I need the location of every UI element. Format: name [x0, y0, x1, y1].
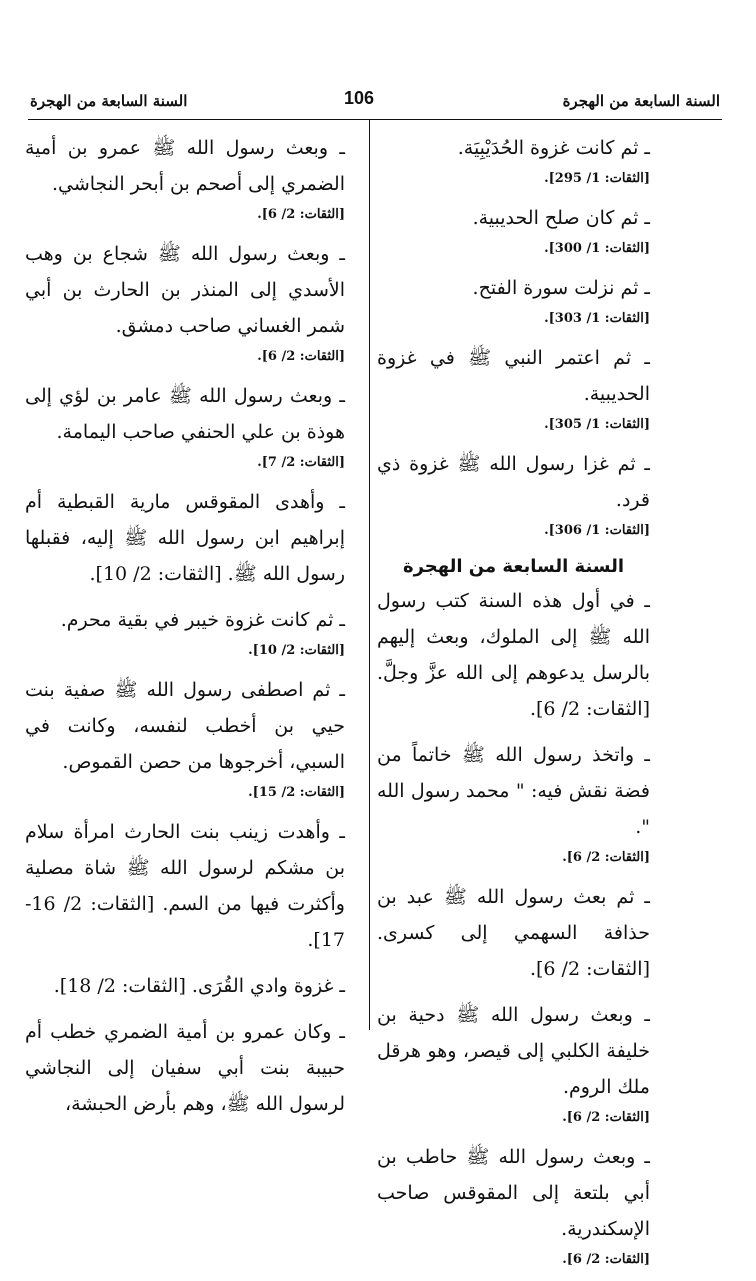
entry [377, 1139, 650, 1271]
entries-after [377, 583, 650, 1271]
entry-text: ـ ثم اصطفى رسول الله ﷺ صفية بنت حيي بن أخطب لنفسه، وكانت في السبي، أخرجوها من حصن القموص. [25, 679, 345, 773]
entry-text: ـ وبعث رسول الله ﷺ عمرو بن أمية الضمري إلى أصحم بن أبحر النجاشي. [25, 137, 345, 195]
entry-text: ـ ثم كان صلح الحديبية. [472, 207, 650, 229]
entry-text: ـ في أول هذه السنة كتب رسول الله ﷺ إلى الملوك، وبعث إليهم بالرسل يدعوهم إلى الله عزَّ وجلَّ. [الثقات: 2/ 6]. [377, 590, 650, 720]
entry-reference: [الثقات: 2/ 6]. [257, 349, 345, 364]
entry-text: ـ وأهدى المقوقس مارية القبطية أم إبراهيم ابن رسول الله ﷺ إليه، فقبلها رسول الله ﷺ. [الثقات: 2/ 10]. [25, 491, 345, 585]
entry-text: ـ ثم نزلت سورة الفتح. [472, 277, 650, 299]
entry [377, 737, 650, 869]
right-column [377, 130, 650, 1281]
entries-before [377, 130, 650, 542]
entry [25, 484, 345, 592]
entry [25, 130, 345, 226]
entry-reference: [الثقات: 1/ 306]. [544, 523, 650, 538]
entry-text: ـ ثم بعث رسول الله ﷺ عبد بن حذافة السهمي إلى كسرى. [الثقات: 2/ 6]. [377, 886, 650, 980]
entry-text: ـ وبعث رسول الله ﷺ حاطب بن أبي بلتعة إلى المقوقس صاحب الإسكندرية. [377, 1146, 650, 1240]
entry-reference: [الثقات: 2/ 7]. [257, 455, 345, 470]
entry-text: ـ وبعث رسول الله ﷺ دحية بن خليفة الكلبي إلى قيصر، وهو هرقل ملك الروم. [377, 1004, 650, 1098]
entry [377, 879, 650, 987]
entry-text: ـ ثم كانت غزوة الحُدَيْبِيَة. [457, 137, 650, 159]
entry-text: ـ ثم كانت غزوة خيبر في بقية محرم. [60, 609, 345, 631]
entry-text: ـ وأهدت زينب بنت الحارث امرأة سلام بن مشكم لرسول الله ﷺ شاة مصلية وأكثرت فيها من السم. [الثقات: 2/ 16-17]. [25, 821, 345, 951]
entry [25, 602, 345, 662]
entry-reference: [الثقات: 2/ 6]. [257, 207, 345, 222]
entry [377, 446, 650, 542]
section-title: السنة السابعة من الهجرة [402, 556, 625, 577]
entry-reference: [الثقات: 2/ 6]. [562, 1252, 650, 1267]
entry-text: ـ واتخذ رسول الله ﷺ خاتماً من فضة نقش فيه: " محمد رسول الله ". [377, 744, 650, 838]
entry-text: ـ غزوة وادي القُرَى. [الثقات: 2/ 18]. [53, 975, 345, 997]
entry [377, 340, 650, 436]
entry [377, 997, 650, 1129]
entry [377, 583, 650, 727]
column-divider [369, 120, 370, 1030]
running-title-right: السنة السابعة من الهجرة [562, 92, 720, 110]
entry [377, 130, 650, 190]
running-title-left: السنة السابعة من الهجرة [30, 92, 188, 110]
entry [25, 968, 345, 1004]
entry-reference: [الثقات: 1/ 295]. [544, 171, 650, 186]
entry-reference: [الثقات: 1/ 305]. [544, 417, 650, 432]
entry-reference: [الثقات: 2/ 6]. [562, 1110, 650, 1125]
left-column [25, 130, 345, 1132]
entry-reference: [الثقات: 1/ 303]. [544, 311, 650, 326]
entry-reference: [الثقات: 2/ 10]. [248, 643, 345, 658]
entry [25, 378, 345, 474]
entry-text: ـ وبعث رسول الله ﷺ عامر بن لؤي إلى هوذة بن علي الحنفي صاحب اليمامة. [25, 385, 345, 443]
entry-reference: [الثقات: 2/ 6]. [562, 850, 650, 865]
entry [377, 200, 650, 260]
entry-text: ـ وبعث رسول الله ﷺ شجاع بن وهب الأسدي إلى المنذر بن الحارث بن أبي شمر الغساني صاحب دمشق. [25, 243, 345, 337]
entry [25, 236, 345, 368]
header-rule [28, 119, 722, 120]
entry-text: ـ ثم اعتمر النبي ﷺ في غزوة الحديبية. [377, 347, 650, 405]
entry-reference: [الثقات: 1/ 300]. [544, 241, 650, 256]
entry-text: ـ وكان عمرو بن أمية الضمري خطب أم حبيبة بنت أبي سفيان إلى النجاشي لرسول الله ﷺ، وهم بأرض الحبشة، [25, 1021, 345, 1115]
page-number: 106 [344, 88, 375, 108]
entry [25, 672, 345, 804]
page-header [30, 86, 720, 116]
entry-reference: [الثقات: 2/ 15]. [248, 785, 345, 800]
entry [25, 814, 345, 958]
entry [377, 270, 650, 330]
entry-text: ـ ثم غزا رسول الله ﷺ غزوة ذي قرد. [377, 453, 650, 511]
